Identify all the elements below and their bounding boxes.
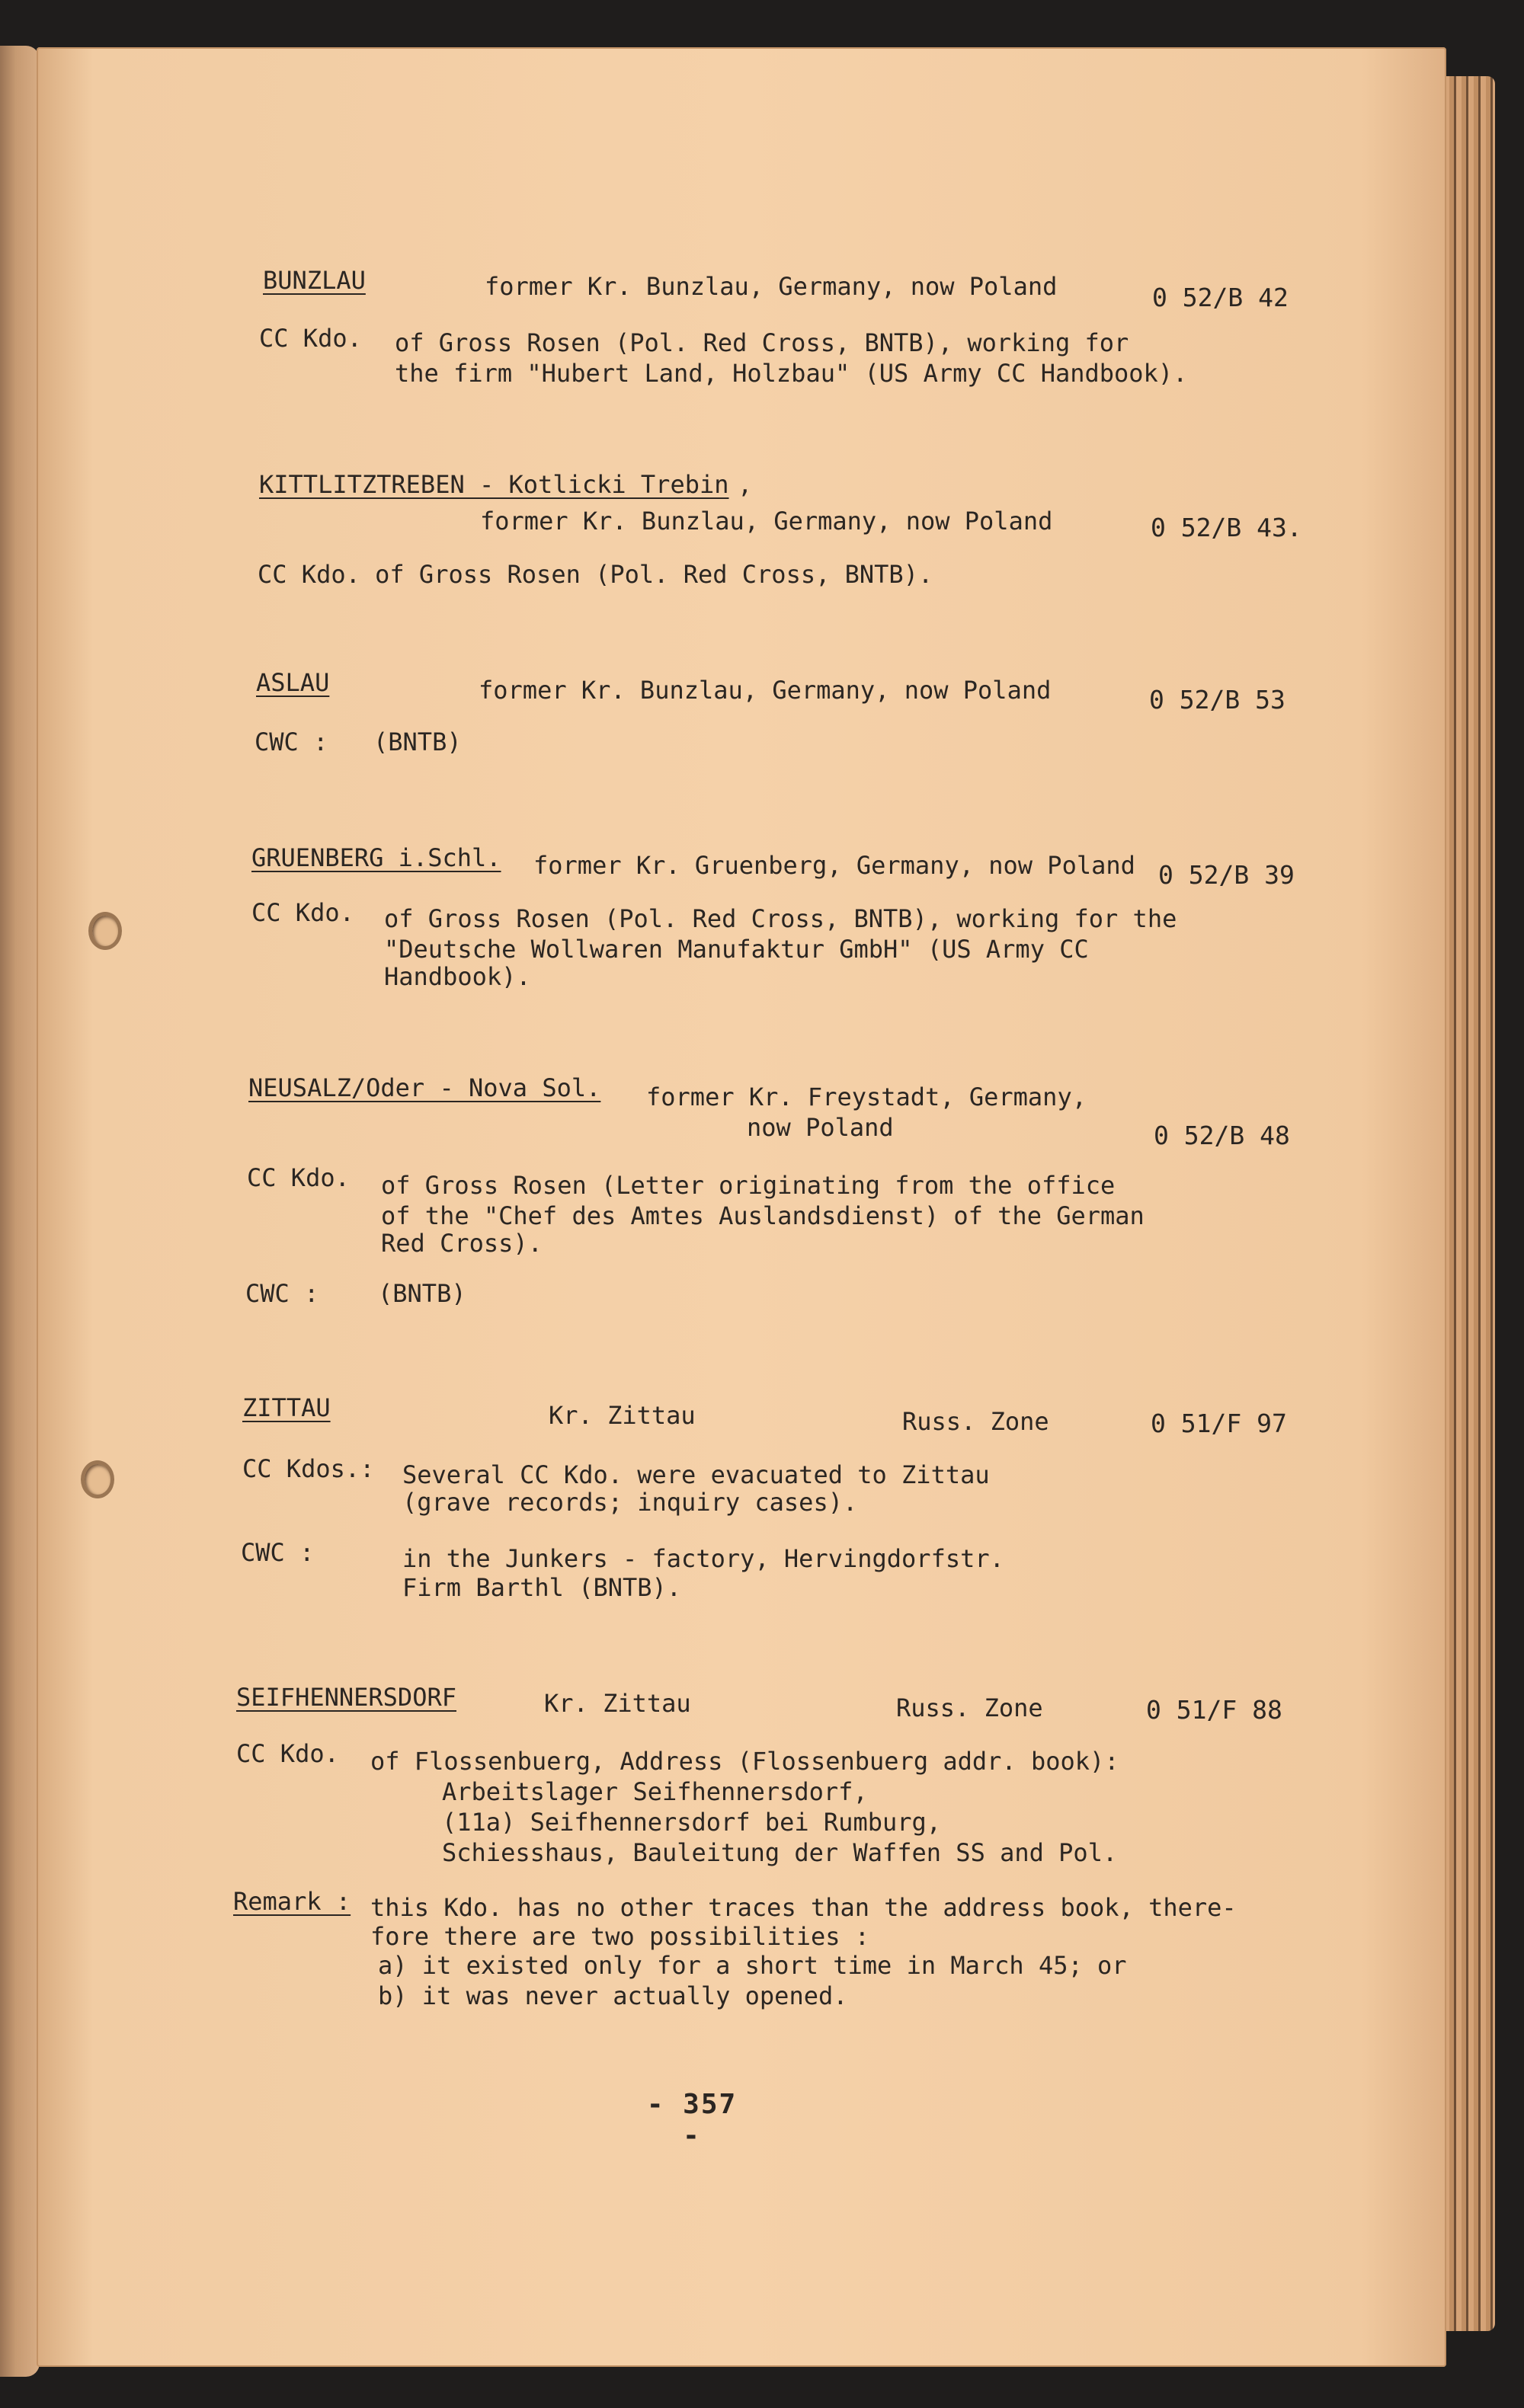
entry-reference: 0 52/B 42 (1152, 283, 1289, 312)
entry-zone: Russ. Zone (902, 1407, 1049, 1436)
entry-label: CWC : (255, 728, 328, 756)
entry-location: former Kr. Gruenberg, Germany, now Poland (533, 851, 1135, 880)
entry-text: "Deutsche Wollwaren Manufaktur GmbH" (US Army CC (384, 935, 1089, 964)
entry-title: KITTLITZTREBEN - Kotlicki Trebin (259, 470, 729, 499)
entry-title: NEUSALZ/Oder - Nova Sol. (248, 1073, 601, 1102)
entry-location: former Kr. Freystadt, Germany, (646, 1082, 1087, 1111)
entry-text: in the Junkers - factory, Hervingdorfstr. (402, 1544, 1004, 1573)
entry-title: ASLAU (256, 668, 330, 697)
punch-hole (88, 912, 122, 950)
left-page-edge (0, 46, 40, 2377)
remark-text: b) it was never actually opened. (378, 1981, 848, 2010)
entry-location: now Poland (747, 1113, 894, 1142)
entry-text: Firm Barthl (BNTB). (402, 1573, 682, 1602)
entry-text: (BNTB) (373, 728, 462, 756)
entry-text: CC Kdo. of Gross Rosen (Pol. Red Cross, BNTB). (258, 560, 933, 589)
entry-reference: 0 51/F 88 (1146, 1695, 1282, 1725)
entry-text: Red Cross). (381, 1229, 543, 1258)
entry-text: Several CC Kdo. were evacuated to Zittau (402, 1460, 990, 1489)
entry-reference: 0 52/B 43. (1151, 513, 1302, 542)
entry-location: former Kr. Bunzlau, Germany, now Poland (480, 507, 1053, 536)
entry-title: ZITTAU (242, 1393, 331, 1422)
entry-label: CC Kdo. (259, 324, 362, 353)
entry-text: Handbook). (384, 962, 531, 991)
entry-reference: 0 52/B 48 (1154, 1121, 1290, 1150)
entry-location: former Kr. Bunzlau, Germany, now Poland (485, 272, 1058, 301)
entry-reference: 0 52/B 53 (1149, 685, 1285, 715)
remark-text: a) it existed only for a short time in March 45; or (378, 1951, 1127, 1980)
entry-text: of Gross Rosen (Pol. Red Cross, BNTB), working for the (384, 904, 1177, 933)
entry-reference: 0 51/F 97 (1151, 1409, 1287, 1438)
entry-title: BUNZLAU (263, 266, 366, 295)
entry-text: (11a) Seifhennersdorf bei Rumburg, (442, 1808, 942, 1837)
entry-label: CC Kdo. (251, 898, 354, 927)
entry-reference: 0 52/B 39 (1158, 860, 1295, 890)
entry-label: CC Kdo. (236, 1739, 339, 1768)
entry-text: of the "Chef des Amtes Auslandsdienst) of the German (381, 1201, 1145, 1230)
entry-location: former Kr. Bunzlau, Germany, now Poland (479, 676, 1052, 705)
remark-label: Remark : (233, 1887, 351, 1916)
entry-label: CC Kdos.: (242, 1454, 375, 1483)
entry-location: Kr. Zittau (549, 1401, 696, 1430)
entry-text: of Gross Rosen (Letter originating from the office (381, 1171, 1116, 1200)
entry-text: the firm "Hubert Land, Holzbau" (US Army CC Handbook). (395, 359, 1188, 388)
entry-text: Arbeitslager Seifhennersdorf, (442, 1777, 868, 1806)
entry-label: CWC : (245, 1279, 319, 1308)
entry-text: of Flossenbuerg, Address (Flossenbuerg addr. book): (370, 1747, 1119, 1776)
entry-text: (BNTB) (378, 1279, 466, 1308)
entry-punctuation: , (738, 470, 753, 499)
entry-title: SEIFHENNERSDORF (236, 1683, 456, 1712)
entry-text: (grave records; inquiry cases). (402, 1488, 858, 1517)
entry-text: of Gross Rosen (Pol. Red Cross, BNTB), working for (395, 328, 1129, 357)
remark-text: fore there are two possibilities : (370, 1922, 870, 1951)
entry-label: CC Kdo. (247, 1163, 350, 1192)
page-number: - 357 - (646, 2089, 738, 2151)
remark-text: this Kdo. has no other traces than the address book, there- (370, 1893, 1237, 1922)
entry-location: Kr. Zittau (544, 1689, 691, 1718)
punch-hole (81, 1460, 114, 1498)
entry-zone: Russ. Zone (896, 1693, 1043, 1722)
entry-label: CWC : (241, 1538, 315, 1567)
entry-title: GRUENBERG i.Schl. (251, 843, 501, 872)
entry-text: Schiesshaus, Bauleitung der Waffen SS and Pol. (442, 1838, 1118, 1867)
